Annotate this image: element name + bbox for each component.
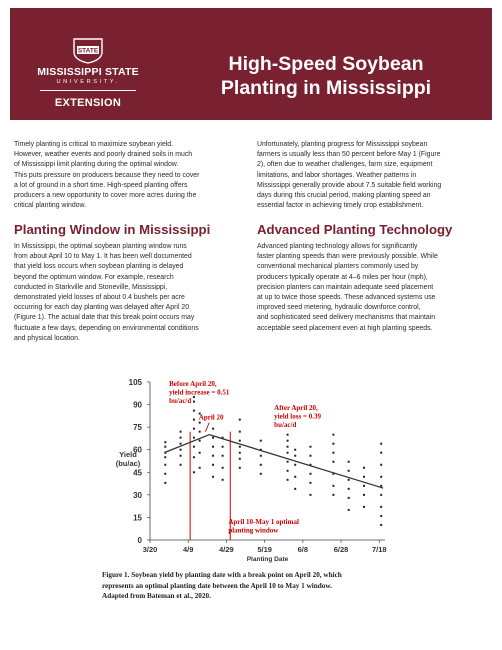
intro-line: producers a new opportunity to cover more acres during the — [14, 192, 197, 200]
annotation-after: After April 20, — [274, 404, 318, 412]
data-point — [193, 437, 195, 439]
data-point — [363, 485, 365, 487]
caption-line: represents an optimal planting date between the April 10 to May 1 window. — [102, 581, 332, 590]
data-point — [193, 410, 195, 412]
annotation-arrow — [205, 423, 209, 432]
intro-line: However, weather events and poorly drained soils in much — [14, 151, 193, 159]
data-point — [164, 456, 166, 458]
data-point — [348, 488, 350, 490]
data-point — [180, 437, 182, 439]
right-intro-line: Mississippi generally provide about 7.5 suitable field working — [257, 181, 442, 189]
data-point — [332, 485, 334, 487]
data-point — [380, 506, 382, 508]
data-point — [294, 488, 296, 490]
window-line: occurring for each day planting was delayed after April 20 — [14, 304, 190, 312]
data-point — [287, 452, 289, 454]
intro-line: a lot of ground in a short time. High-speed planting offers — [14, 181, 188, 189]
data-point — [309, 446, 311, 448]
right-intro-line: essential factor in achieving timely crop establishment. — [257, 202, 424, 210]
data-point — [348, 509, 350, 511]
right-intro-line: farmers is usually less than 50 percent before May 1 (Figure — [257, 151, 441, 159]
x-tick-label: 6/28 — [333, 545, 349, 554]
caption-line: Figure 1. Soybean yield by planting date with a break point on April 20, which — [102, 571, 342, 579]
tech-line: acceptable seed placement even at high planting speeds. — [257, 324, 433, 332]
data-point — [180, 464, 182, 466]
data-point — [348, 470, 350, 472]
title-line-2: Planting in Mississippi — [220, 77, 432, 99]
caption-line: Adapted from Bateman et al., 2020. — [102, 592, 211, 600]
shield-word: STATE — [77, 47, 99, 55]
data-point — [380, 443, 382, 445]
right-intro-line: Unfortunately, planting progress for Mississippi soybean — [257, 141, 428, 148]
data-point — [294, 464, 296, 466]
data-point — [380, 452, 382, 454]
right-intro-line: limitations, and labor shortages. Weather patterns in — [257, 171, 417, 179]
x-tick-label: 5/19 — [257, 545, 272, 554]
annotation-after: bu/ac/d — [274, 421, 297, 429]
tech-line: at up to twice those speeds. These advanced systems use — [257, 294, 436, 302]
x-axis-label: Planting Date — [246, 556, 289, 563]
y-tick-label: 105 — [128, 378, 142, 387]
data-point — [294, 455, 296, 457]
data-point — [164, 464, 166, 466]
y-tick-label: 0 — [137, 536, 142, 545]
data-point — [309, 494, 311, 496]
data-point — [239, 458, 241, 460]
data-point — [239, 446, 241, 448]
logo-university-word: UNIVERSITY. — [56, 79, 120, 85]
tech-line: and sophisticated seed delivery mechanisms that maintain — [257, 314, 436, 322]
data-point — [287, 479, 289, 481]
data-point — [239, 467, 241, 469]
tech-line: faster planting speeds than were previously possible. While — [257, 253, 438, 261]
data-point — [239, 419, 241, 421]
data-point — [222, 446, 224, 448]
data-point — [193, 471, 195, 473]
shield-icon — [70, 38, 106, 64]
data-point — [180, 455, 182, 457]
data-point — [287, 434, 289, 436]
data-point — [164, 482, 166, 484]
data-point — [239, 440, 241, 442]
intro-paragraph — [14, 140, 254, 211]
data-point — [287, 440, 289, 442]
data-point — [309, 455, 311, 457]
window-line: In Mississippi, the optimal soybean planting window runs — [14, 243, 187, 250]
data-point — [212, 476, 214, 478]
data-point — [380, 524, 382, 526]
data-point — [222, 467, 224, 469]
window-line: from about April 10 to May 1. It has been well documented — [14, 253, 192, 261]
data-point — [363, 506, 365, 508]
data-point — [332, 434, 334, 436]
data-point — [260, 440, 262, 442]
data-point — [380, 515, 382, 517]
data-point — [164, 441, 166, 443]
data-point — [309, 473, 311, 475]
data-point — [287, 470, 289, 472]
annotation-before: yield increase = 0.51 — [169, 388, 230, 397]
yield-scatter-chart — [100, 372, 400, 572]
intro-line: This puts pressure on producers because they need to cover — [14, 171, 200, 179]
trend-line — [209, 435, 383, 488]
planting-window-paragraph — [14, 242, 254, 344]
heading-advanced-technology: Advanced Planting Technology — [257, 222, 453, 237]
data-point — [164, 446, 166, 448]
annotation-window: April 10-May 1 optimal — [228, 518, 299, 526]
data-point — [363, 494, 365, 496]
data-point — [193, 419, 195, 421]
y-tick-label: 30 — [133, 490, 142, 500]
data-point — [212, 464, 214, 466]
data-point — [380, 494, 382, 496]
window-line: beyond the optimum window. For example, research — [14, 273, 174, 281]
data-point — [212, 455, 214, 457]
window-line: demonstrated yield losses of about 0.4 bushels per acre — [14, 294, 185, 302]
advanced-technology-paragraph — [257, 242, 497, 334]
data-point — [309, 482, 311, 484]
x-tick-label: 4/9 — [182, 545, 194, 554]
y-tick-label: 75 — [133, 423, 142, 433]
x-tick-label: 7/18 — [371, 545, 387, 554]
data-point — [260, 464, 262, 466]
logo-university-name: MISSISSIPPI STATE — [37, 66, 139, 78]
y-tick-label: 90 — [133, 400, 142, 410]
data-point — [193, 456, 195, 458]
data-point — [294, 476, 296, 478]
y-axis-label: Yield — [119, 450, 137, 460]
data-point — [193, 401, 195, 403]
data-point — [294, 449, 296, 451]
data-point — [239, 431, 241, 433]
logo-divider — [40, 90, 136, 91]
y-tick-label: 45 — [133, 468, 142, 478]
intro-line: Timely planting is critical to maximize soybean yield. — [14, 141, 174, 148]
data-point — [260, 455, 262, 457]
window-line: conducted in Starkville and Stoneville, Mississippi, — [14, 283, 168, 291]
data-point — [348, 497, 350, 499]
data-point — [199, 431, 201, 433]
data-point — [332, 452, 334, 454]
data-point — [348, 479, 350, 481]
data-point — [193, 446, 195, 448]
window-line: fluctuate a few days, depending on environmental conditions — [14, 324, 199, 332]
data-point — [380, 485, 382, 487]
intro-line: critical planting window. — [14, 202, 87, 210]
data-point — [260, 473, 262, 475]
data-point — [180, 449, 182, 451]
data-point — [332, 443, 334, 445]
annotation-window: planting window — [228, 526, 279, 535]
data-point — [348, 461, 350, 463]
data-point — [287, 446, 289, 448]
figure-caption — [102, 570, 392, 602]
logo-extension: EXTENSION — [54, 97, 122, 109]
right-intro-line: 2), often due to weather challenges, farm size, equipment — [257, 161, 433, 169]
annotation-before: Before April 20, — [169, 380, 217, 388]
data-point — [239, 452, 241, 454]
annotation-april20: April 20 — [198, 413, 224, 422]
annotation-after: yield loss = 0.39 — [274, 412, 321, 421]
data-point — [332, 494, 334, 496]
msu-extension-logo — [34, 38, 142, 124]
page-title — [176, 52, 476, 100]
data-point — [193, 428, 195, 430]
data-point — [363, 476, 365, 478]
data-point — [180, 431, 182, 433]
tech-line: conventional mechanical planters commonly used by — [257, 263, 419, 271]
data-point — [222, 455, 224, 457]
data-point — [199, 467, 201, 469]
header-banner — [10, 8, 492, 120]
data-point — [212, 428, 214, 430]
data-point — [212, 437, 214, 439]
title-line-1: High-Speed Soybean — [228, 53, 424, 75]
data-point — [380, 476, 382, 478]
intro-line: of Mississippi limit planting during the optimal window. — [14, 161, 179, 169]
trend-line — [165, 435, 209, 453]
window-line: that yield loss occurs when soybean planting is delayed — [14, 263, 184, 271]
tech-line: precision planters can maintain adequate seed placement — [257, 283, 434, 291]
data-point — [212, 446, 214, 448]
data-point — [199, 422, 201, 424]
x-tick-label: 4/29 — [219, 545, 234, 554]
data-point — [222, 479, 224, 481]
data-point — [199, 440, 201, 442]
data-point — [164, 473, 166, 475]
y-tick-label: 60 — [133, 445, 142, 455]
data-point — [180, 443, 182, 445]
window-line: and physical location. — [14, 334, 80, 342]
tech-line: improved seed metering, hydraulic downforce control, — [257, 304, 421, 312]
y-axis-label-unit: (bu/ac) — [115, 459, 141, 469]
data-point — [287, 461, 289, 463]
data-point — [380, 464, 382, 466]
tech-line: Advanced planting technology allows for significantly — [257, 243, 418, 250]
right-intro-line: days during this crucial period, making planting speed an — [257, 192, 431, 200]
right-intro-paragraph — [257, 140, 497, 211]
heading-planting-window: Planting Window in Mississippi — [14, 222, 211, 237]
y-tick-label: 15 — [133, 513, 142, 523]
x-tick-label: 3/20 — [142, 545, 158, 554]
annotation-before: bu/ac/d — [169, 397, 192, 405]
window-line: (Figure 1). The actual date that this break point occurs may — [14, 314, 195, 322]
tech-line: producers typically operate at 4–6 miles per hour (mph), — [257, 273, 428, 281]
data-point — [199, 452, 201, 454]
x-tick-label: 6/8 — [297, 545, 309, 554]
data-point — [363, 467, 365, 469]
data-point — [332, 461, 334, 463]
